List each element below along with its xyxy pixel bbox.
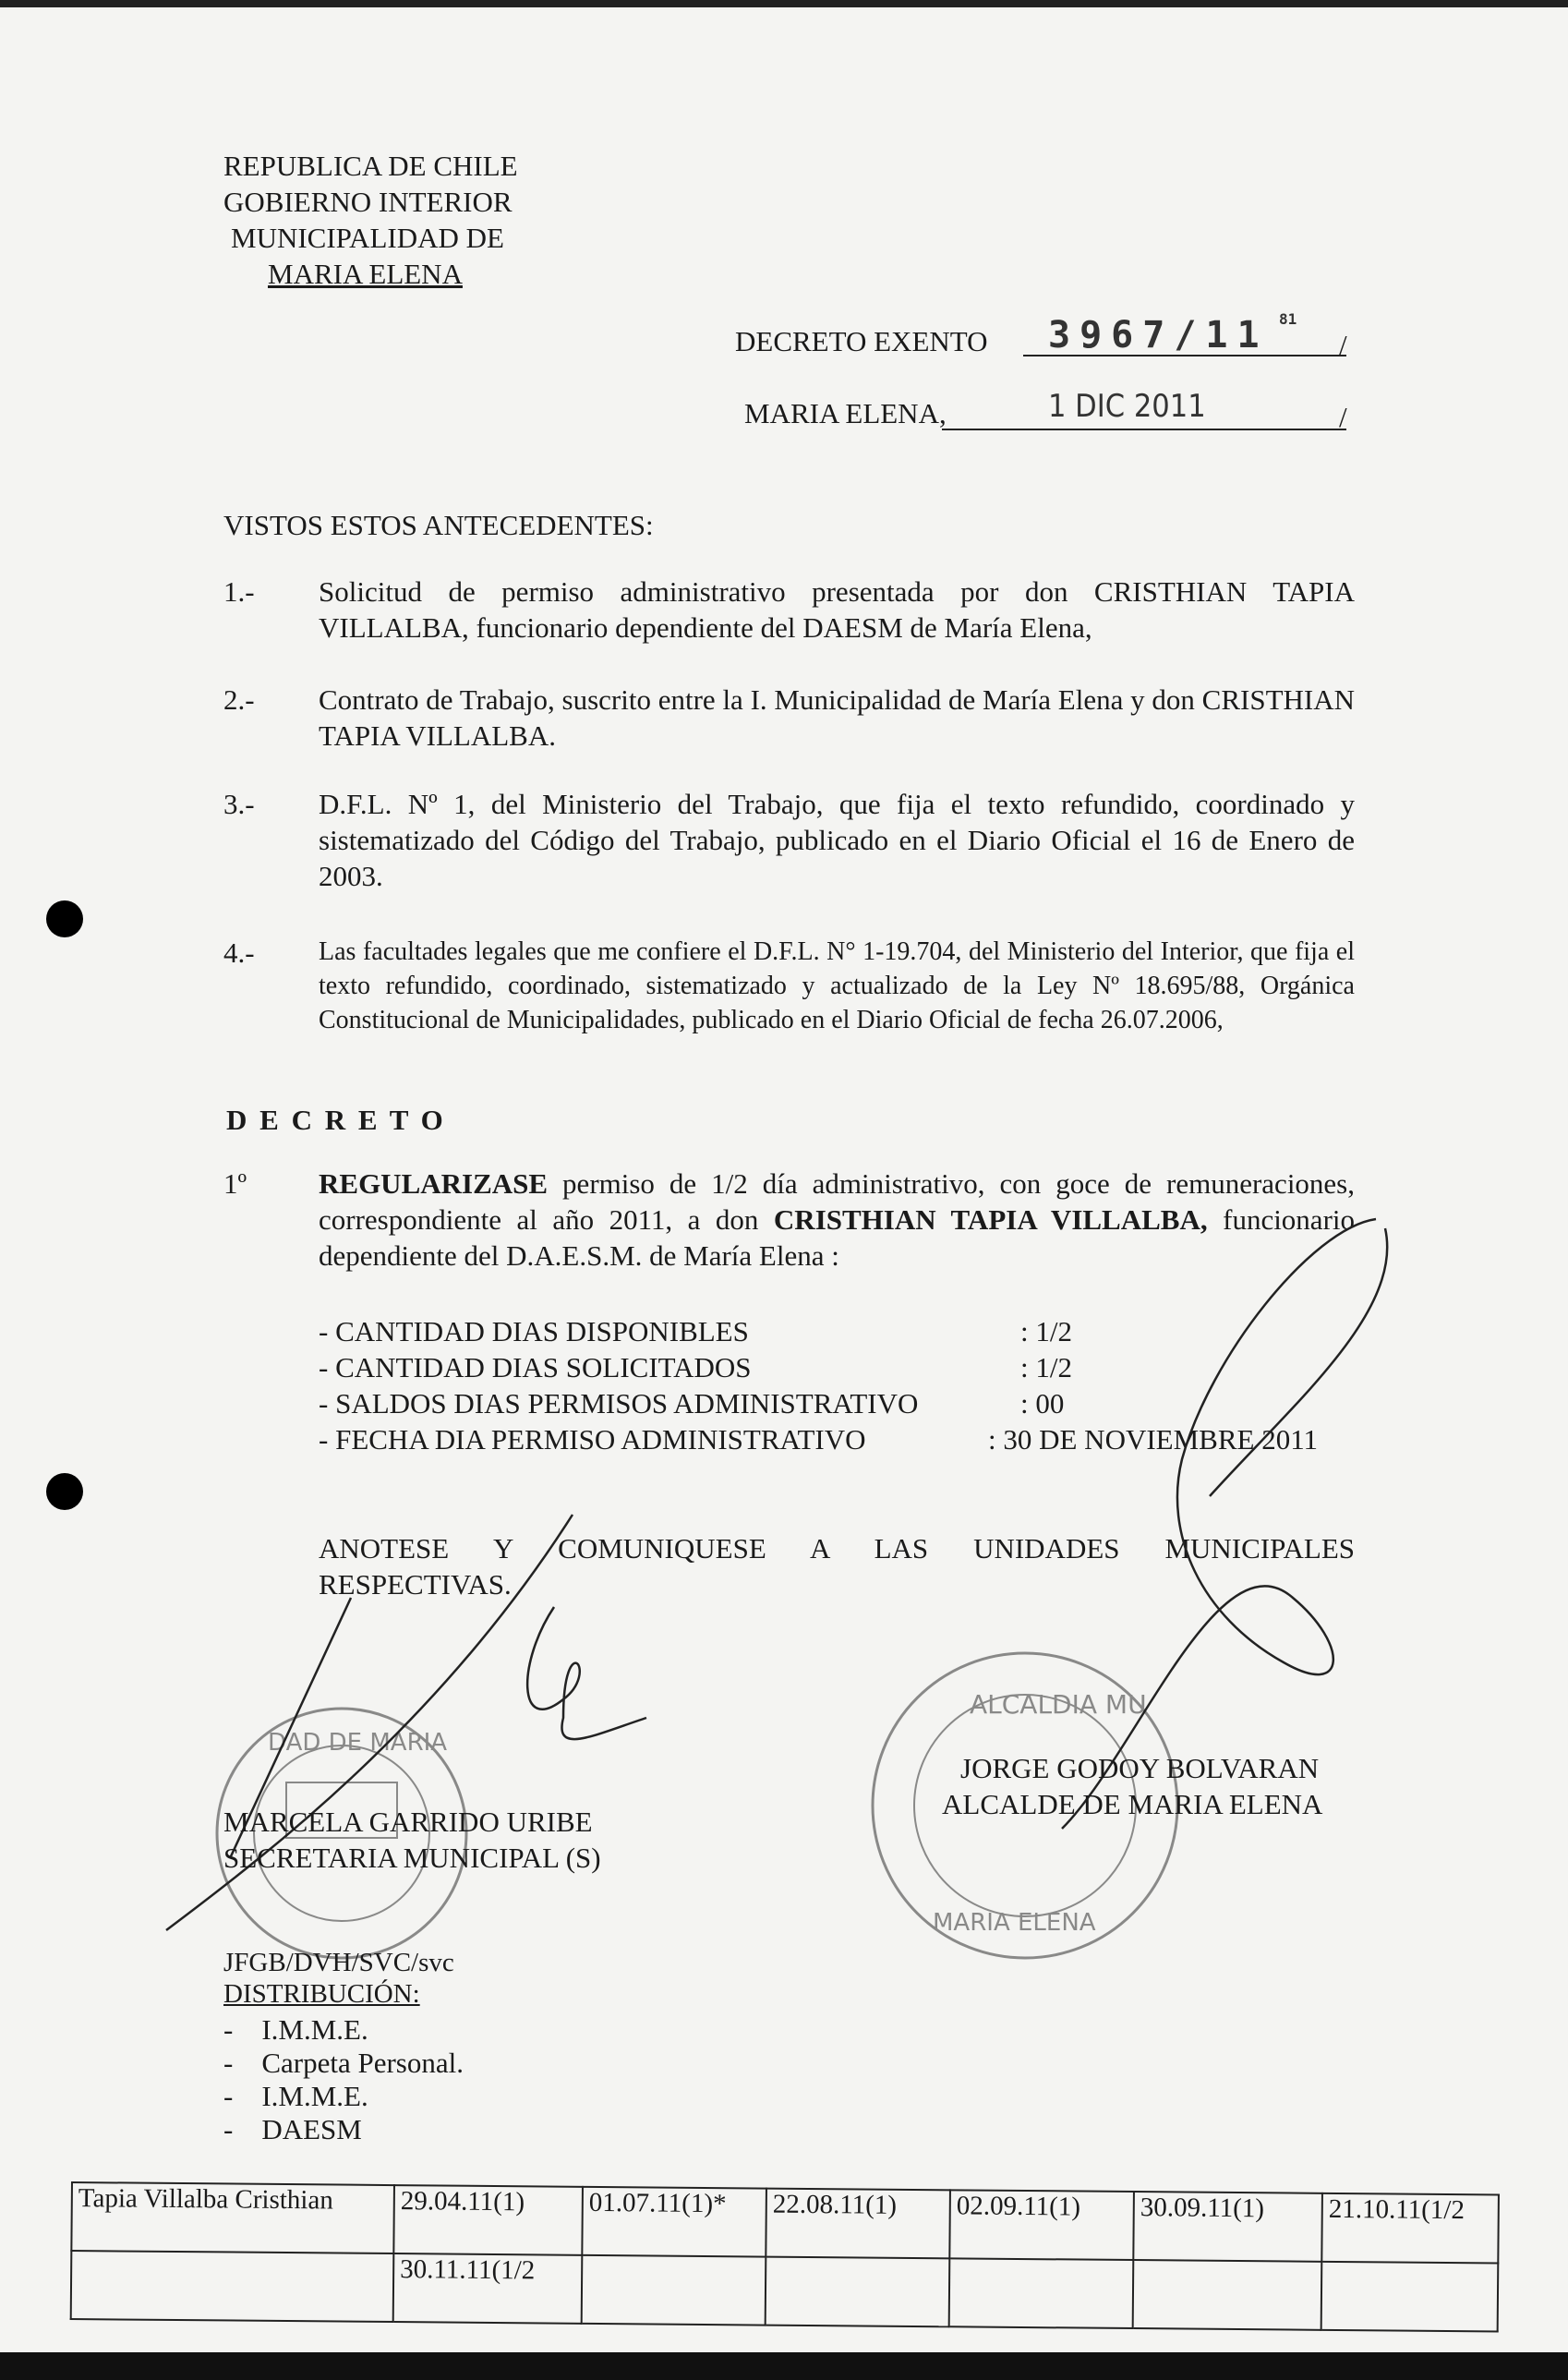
vistos-item: Las facultades legales que me confiere el D.F.L. N° 1-19.704, del Ministerio del Interior, que fija el texto refundido, coordinado, sistematizado y actualizado de la Ley Nº 18.695/88, Orgánica Constitucional de Municipalidades, publicado en el Diario Oficial de fecha 26.07.2006, [319, 937, 1355, 1034]
detail-value: : 00 [1020, 1387, 1065, 1420]
punch-hole [46, 1473, 83, 1510]
decree-number-suffix: 81 [1279, 310, 1297, 328]
detail-label: - FECHA DIA PERMISO ADMINISTRATIVO [319, 1423, 866, 1456]
table-cell: 01.07.11(1)* [582, 2187, 766, 2257]
table-cell: 29.04.11(1) [393, 2185, 583, 2255]
closing-text: ANOTESE Y COMUNIQUESE A LAS UNIDADES MUNICIPALES RESPECTIVAS. [319, 1532, 1355, 1601]
table-row [71, 2182, 1499, 2263]
detail-value: : 1/2 [1020, 1351, 1072, 1383]
decree-label: DECRETO EXENTO [735, 325, 988, 357]
letterhead-line: GOBIERNO INTERIOR [223, 186, 513, 218]
initials: JFGB/DVH/SVC/svc [223, 1948, 454, 1977]
item-number: 2.- [223, 683, 255, 716]
vistos-title: VISTOS ESTOS ANTECEDENTES: [223, 509, 654, 541]
signature-right [1062, 1219, 1387, 1829]
signer-title: SECRETARIA MUNICIPAL (S) [223, 1842, 601, 1874]
vistos-item: Solicitud de permiso administrativo presentada por don CRISTHIAN TAPIA VILLALBA, funcionario dependiente del DAESM de María Elena, [319, 575, 1355, 644]
svg-text:MARIA ELENA: MARIA ELENA [933, 1909, 1096, 1937]
signer-name: JORGE GODOY BOLVARAN [960, 1752, 1320, 1784]
distribution-item: - DAESM [223, 2113, 362, 2145]
detail-label: - CANTIDAD DIAS DISPONIBLES [319, 1315, 749, 1347]
svg-text:DAD DE MARIA: DAD DE MARIA [268, 1729, 448, 1757]
detail-label: - SALDOS DIAS PERMISOS ADMINISTRATIVO [319, 1387, 919, 1420]
vistos-item: Contrato de Trabajo, suscrito entre la I. Municipalidad de María Elena y don CRISTHIAN TAPIA VILLALBA. [319, 683, 1355, 752]
letterhead-line: REPUBLICA DE CHILE [223, 150, 518, 182]
distribution-item: - I.M.M.E. [223, 2013, 368, 2046]
svg-text:ALCALDIA MU: ALCALDIA MU [970, 1689, 1147, 1720]
article-lead: REGULARIZASE [319, 1167, 549, 1200]
distribution-title: DISTRIBUCIÓN: [223, 1979, 420, 2009]
item-number: 4.- [223, 936, 255, 969]
item-number: 3.- [223, 788, 255, 820]
detail-label: - CANTIDAD DIAS SOLICITADOS [319, 1351, 752, 1383]
table-cell: 21.10.11(1/2 [1321, 2193, 1499, 2264]
table-cell: 30.11.11(1/2 [393, 2253, 583, 2324]
place-label: MARIA ELENA, [744, 397, 947, 429]
table-cell [1321, 2262, 1499, 2332]
table-cell [582, 2255, 766, 2326]
decreto-title: D E C R E T O [226, 1104, 446, 1136]
item-number: 1.- [223, 575, 255, 608]
decree-date: 1 DIC 2011 [1048, 388, 1206, 425]
letterhead-line: MUNICIPALIDAD DE [231, 222, 504, 254]
article-number: 1º [223, 1167, 247, 1200]
distribution-item: - I.M.M.E. [223, 2080, 368, 2112]
table-cell [71, 2251, 394, 2322]
detail-value: : 30 DE NOVIEMBRE 2011 [988, 1423, 1319, 1456]
distribution-item: - Carpeta Personal. [223, 2047, 464, 2079]
decree-number: 3967/11 [1048, 314, 1269, 356]
table-cell [766, 2257, 950, 2327]
article-text: REGULARIZASE permiso de 1/2 día administrativo, con goce de remuneraciones, correspondiente al año 2011, a don CRISTHIAN TAPIA VILLALBA, funcionario dependiente del D.A.E.S.M. de María Elena : [319, 1167, 1356, 1272]
punch-hole [46, 900, 83, 937]
signer-name: MARCELA GARRIDO URIBE [223, 1806, 593, 1838]
table-cell: 02.09.11(1) [949, 2190, 1134, 2260]
letterhead-line: MARIA ELENA [268, 258, 463, 290]
detail-value: : 1/2 [1020, 1315, 1072, 1347]
table-cell [1133, 2260, 1322, 2330]
table-cell [949, 2258, 1134, 2328]
signer-title: ALCALDE DE MARIA ELENA [942, 1788, 1323, 1820]
beneficiary-name: CRISTHIAN TAPIA VILLALBA, [773, 1203, 1208, 1236]
table-cell: 22.08.11(1) [766, 2189, 950, 2259]
table-row [71, 2251, 1499, 2331]
permissions-table [70, 2181, 1500, 2332]
table-cell: 30.09.11(1) [1133, 2192, 1322, 2262]
scan-edge [0, 2352, 1568, 2380]
vistos-item: D.F.L. Nº 1, del Ministerio del Trabajo, que fija el texto refundido, coordinado y sistematizado del Código del Trabajo, publicado en el Diario Oficial el 16 de Enero de 2003. [319, 788, 1355, 892]
table-cell: Tapia Villalba Cristhian [71, 2182, 394, 2253]
